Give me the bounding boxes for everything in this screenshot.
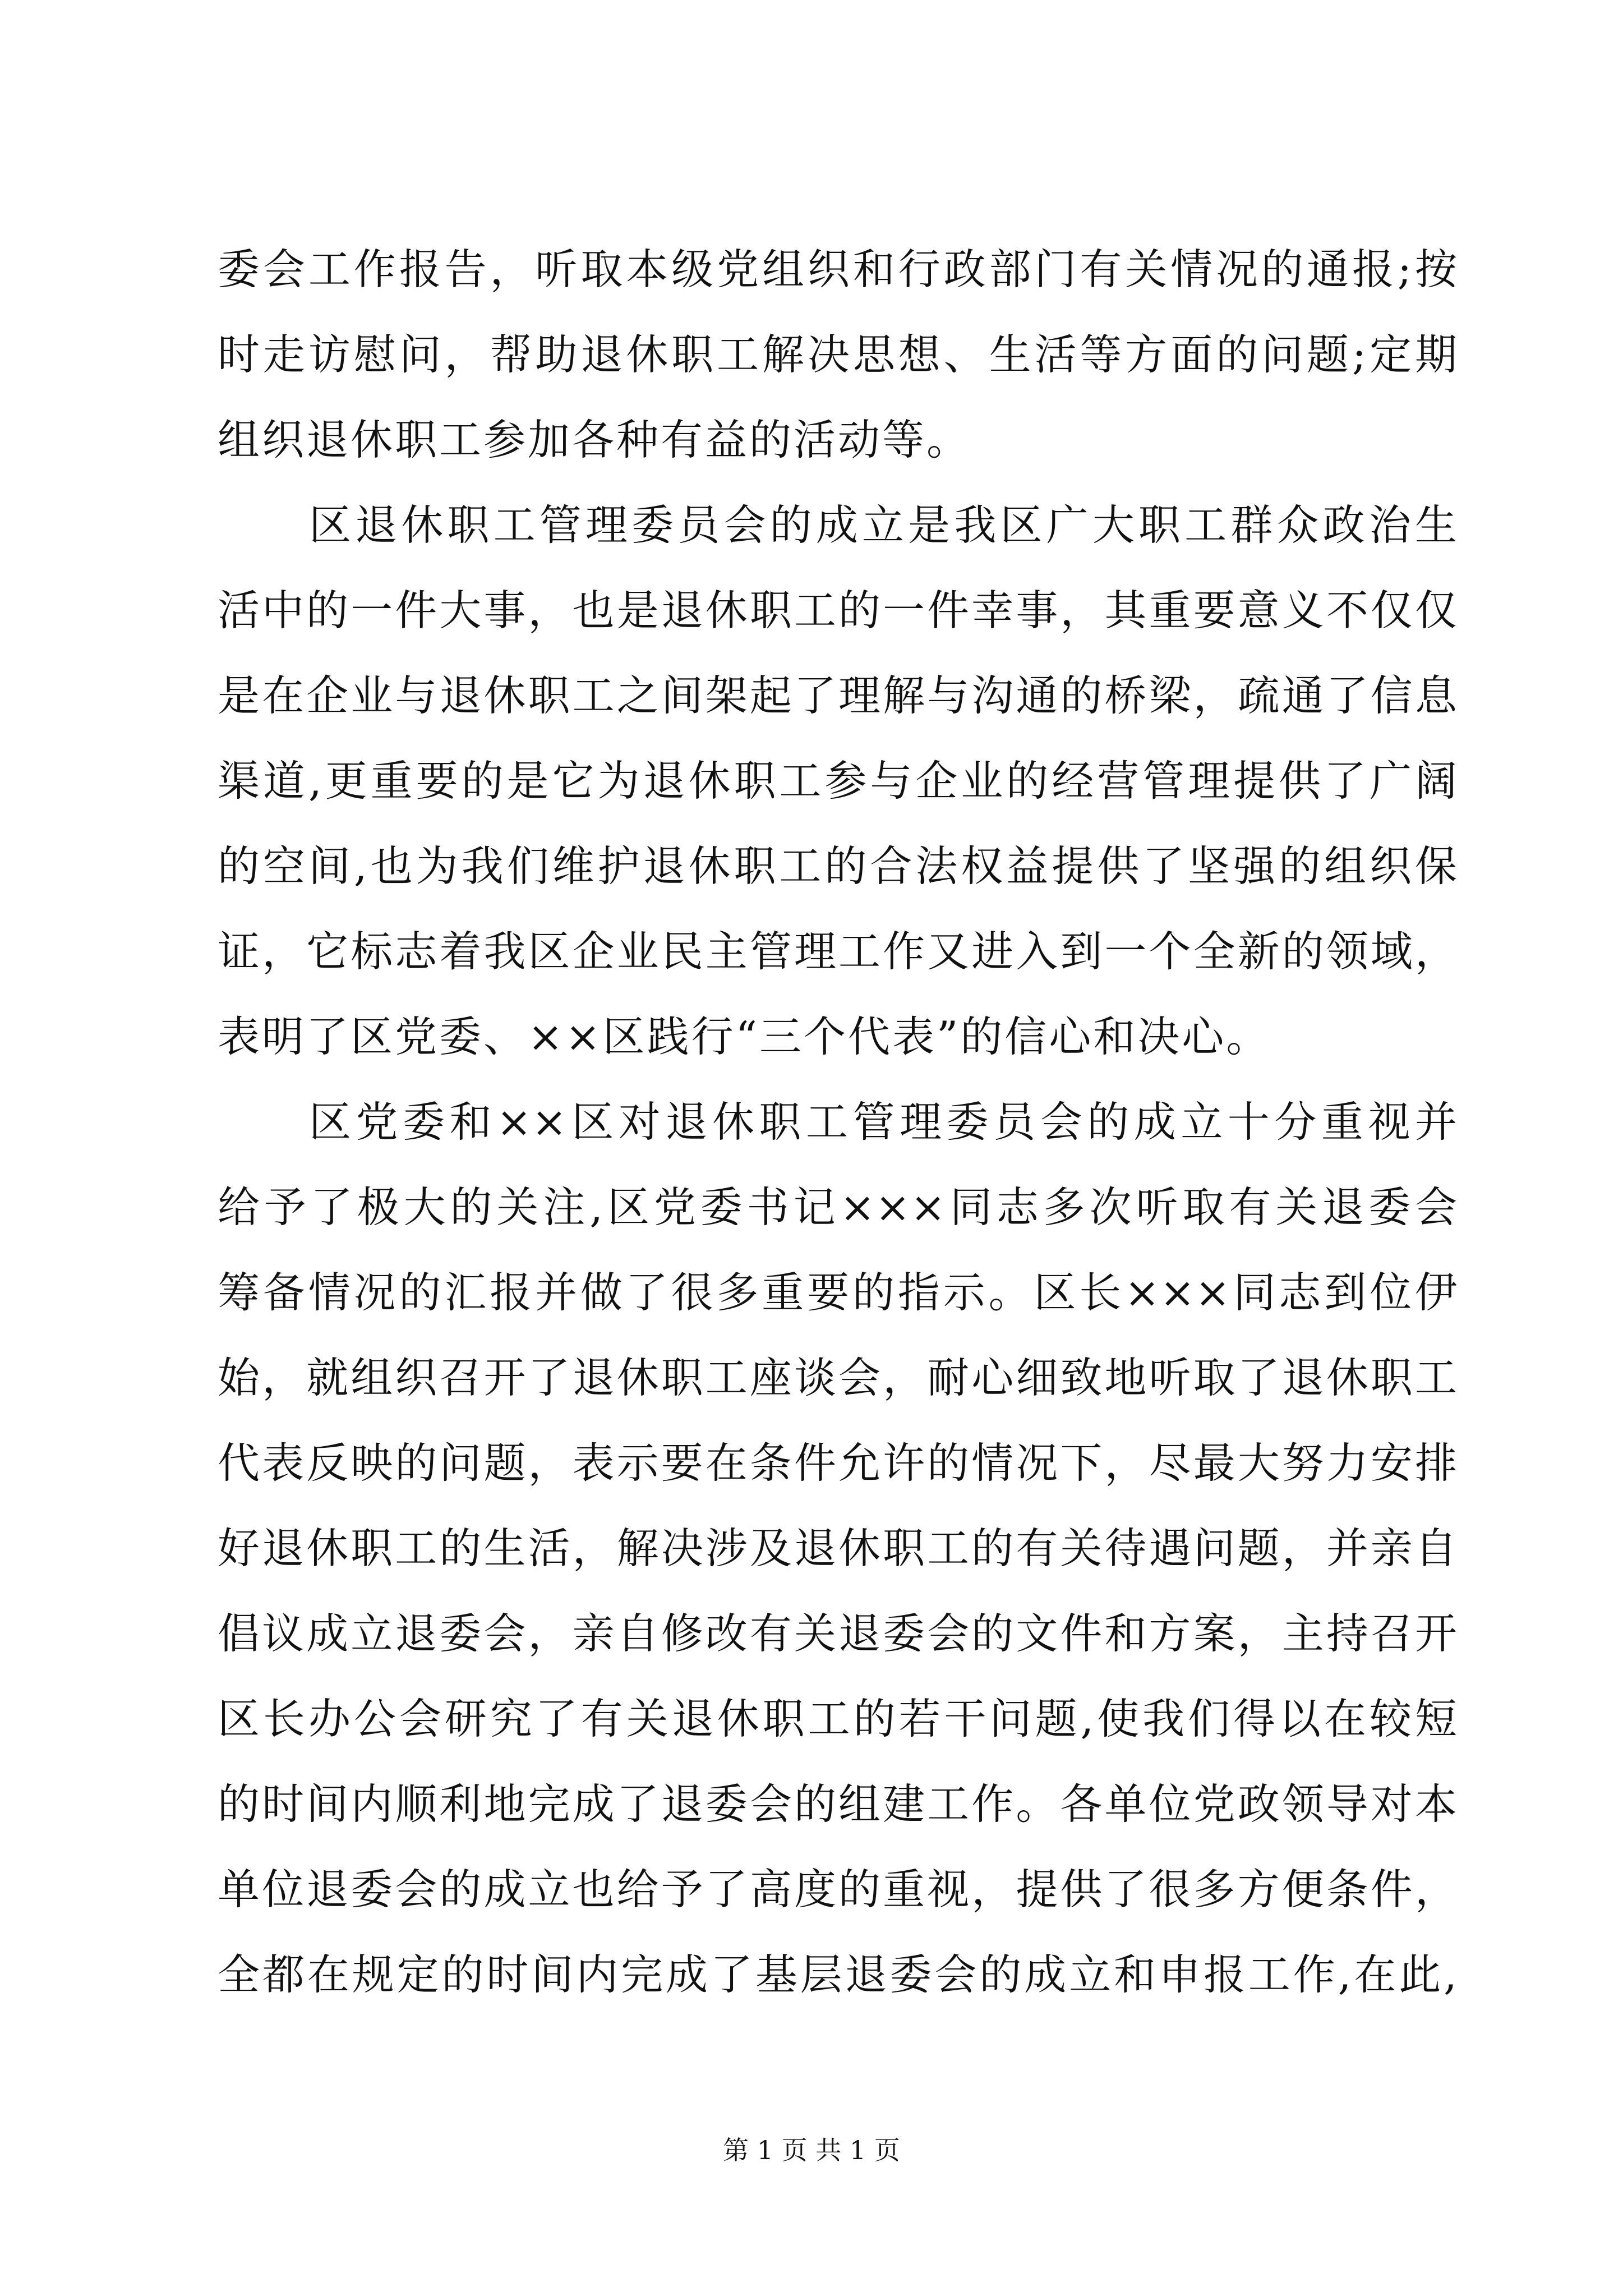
text-line: 的时间内顺利地完成了退委会的组建工作。各单位党政领导对本	[218, 1779, 1457, 1829]
text-line: 的空间,也为我们维护退休职工的合法权益提供了坚强的组织保	[218, 841, 1457, 891]
text-line: 区长办公会研究了有关退休职工的若干问题,使我们得以在较短	[218, 1694, 1457, 1743]
text-line: 时走访慰问，帮助退休职工解决思想、生活等方面的问题;定期	[218, 330, 1457, 379]
text-line: 委会工作报告，听取本级党组织和行政部门有关情况的通报;按	[218, 245, 1457, 294]
text-line: 始，就组织召开了退休职工座谈会，耐心细致地听取了退休职工	[218, 1353, 1457, 1402]
text-line: 代表反映的问题，表示要在条件允许的情况下，尽最大努力安排	[218, 1438, 1457, 1488]
text-line: 好退休职工的生活，解决涉及退休职工的有关待遇问题，并亲自	[218, 1524, 1457, 1573]
paragraph	[218, 1079, 1457, 2017]
text-line: 给予了极大的关注,区党委书记×××同志多次听取有关退委会	[218, 1182, 1457, 1232]
text-line: 组织退休职工参加各种有益的活动等。	[218, 415, 971, 464]
text-line: 筹备情况的汇报并做了很多重要的指示。区长×××同志到位伊	[218, 1268, 1457, 1317]
text-line: 单位退委会的成立也给予了高度的重视，提供了很多方便条件，	[218, 1865, 1457, 1914]
text-line: 区退休职工管理委员会的成立是我区广大职工群众政治生	[309, 500, 1457, 550]
paragraph	[218, 482, 1457, 1079]
page-footer: 第 1 页 共 1 页	[723, 2135, 900, 2165]
text-line: 倡议成立退委会，亲自修改有关退委会的文件和方案，主持召开	[218, 1609, 1457, 1658]
body-text	[218, 227, 1457, 2017]
text-line: 是在企业与退休职工之间架起了理解与沟通的桥梁，疏通了信息	[218, 671, 1457, 720]
paragraph	[218, 227, 1457, 482]
text-line: 活中的一件大事，也是退休职工的一件幸事，其重要意义不仅仅	[218, 586, 1457, 635]
text-line: 全都在规定的时间内完成了基层退委会的成立和申报工作,在此,	[218, 1950, 1457, 1999]
text-line: 区党委和××区对退休职工管理委员会的成立十分重视并	[309, 1097, 1457, 1147]
text-line: 证，它标志着我区企业民主管理工作又进入到一个全新的领域，	[218, 927, 1457, 976]
text-line: 渠道,更重要的是它为退休职工参与企业的经营管理提供了广阔	[218, 756, 1457, 806]
text-line: 表明了区党委、××区践行“三个代表”的信心和决心。	[218, 1012, 1271, 1061]
